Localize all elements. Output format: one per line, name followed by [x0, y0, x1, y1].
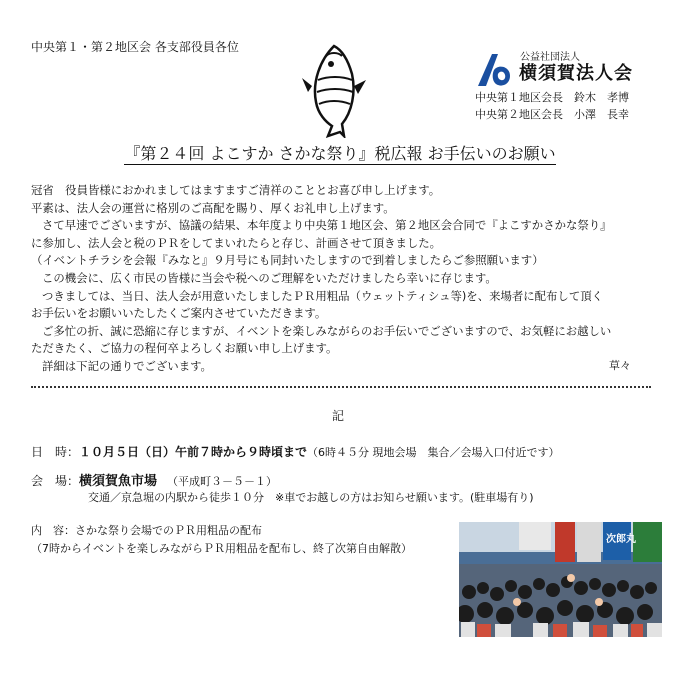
body-line: 冠省 役員皆様におかれましてはますますご清祥のこととお喜び申し上げます。	[31, 183, 441, 197]
dotted-divider	[31, 386, 651, 388]
addressee-line: 中央第１・第２地区会 各支部役員各位	[31, 40, 239, 54]
body-line: お手伝いをお願いいたしたくご案内させていただきます。	[31, 306, 327, 321]
body-line: ただきたく、ご協力の程何卒よろしくお願い申し上げます。	[31, 341, 338, 356]
chair-2-line: 中央第２地区会長 小澤 長幸	[475, 108, 629, 121]
body-line: ご多忙の折、誠に恐縮に存じますが、イベントを楽しみながらのお手伝いでございますので、お気軽にお越しい	[42, 323, 612, 338]
body-line: 平素は、法人会の運営に格別のご高配を賜り、厚くお礼申し上げます。	[31, 200, 395, 215]
content-value: さかな祭り会場でのＰＲ用粗品の配布	[75, 524, 262, 537]
body-line: さて早速でございますが、協議の結果、本年度より中央第１地区会、第２地区会合同で『よこすかさかな祭り』	[42, 218, 612, 233]
content-note: （7時からイベントを楽しみながらＰＲ用粗品を配布し、終了次第自由解散）	[31, 542, 412, 555]
page-title-text: 『第２４回 よこすか さかな祭り』税広報 お手伝いのお願い	[124, 144, 556, 163]
closing-word: 草々	[609, 359, 631, 372]
content-label: 内 容：	[31, 524, 75, 537]
venue-access: 交通／京急堀の内駅から徒歩１０分 ※車でお越しの方はお知らせ願います。(駐車場有り)	[88, 491, 534, 504]
venue-label: 会 場：	[31, 474, 80, 488]
houjinkai-logo-icon	[474, 50, 514, 90]
date-value: １０月５日（日）午前７時から９時頃まで	[79, 445, 308, 459]
chair-1-line: 中央第１地区会長 鈴木 孝博	[475, 91, 629, 104]
banner-text: 次郎丸	[606, 534, 636, 545]
org-type-label: 公益社団法人	[520, 52, 580, 63]
ki-heading: 記	[332, 409, 345, 423]
fish-illustration-icon	[298, 42, 370, 138]
date-label: 日 時：	[31, 445, 80, 459]
venue-address: （平成町３－５－１）	[167, 475, 278, 488]
page-title	[0, 143, 680, 165]
body-line: （イベントチラシを会報『みなと』９月号にも同封いたしますので到着しましたらご参照願います）	[31, 253, 544, 268]
org-name: 横須賀法人会	[519, 63, 633, 84]
body-line: この機会に、広く市民の皆様に当会や税へのご理解をいただけましたら幸いに存じます。	[42, 270, 497, 285]
body-line: つきましては、当日、法人会が用意いたしましたＰＲ用粗品（ウェットティシュ等)を、来場者に配布して頂く	[42, 288, 603, 303]
content-row	[31, 523, 262, 538]
venue-row	[31, 473, 277, 490]
festival-crowd-photo	[459, 522, 662, 637]
date-row	[31, 444, 560, 461]
letter-body	[31, 182, 651, 376]
venue-name: 横須賀魚市場	[79, 474, 158, 489]
body-line: 詳細は下記の通りでございます。	[42, 358, 212, 373]
date-note: （6時４５分 現地会場 集合／会場入口付近です）	[307, 446, 560, 459]
body-line: に参加し、法人会と税のＰＲをしてまいれたらと存じ、計画させて頂きました。	[31, 235, 442, 250]
